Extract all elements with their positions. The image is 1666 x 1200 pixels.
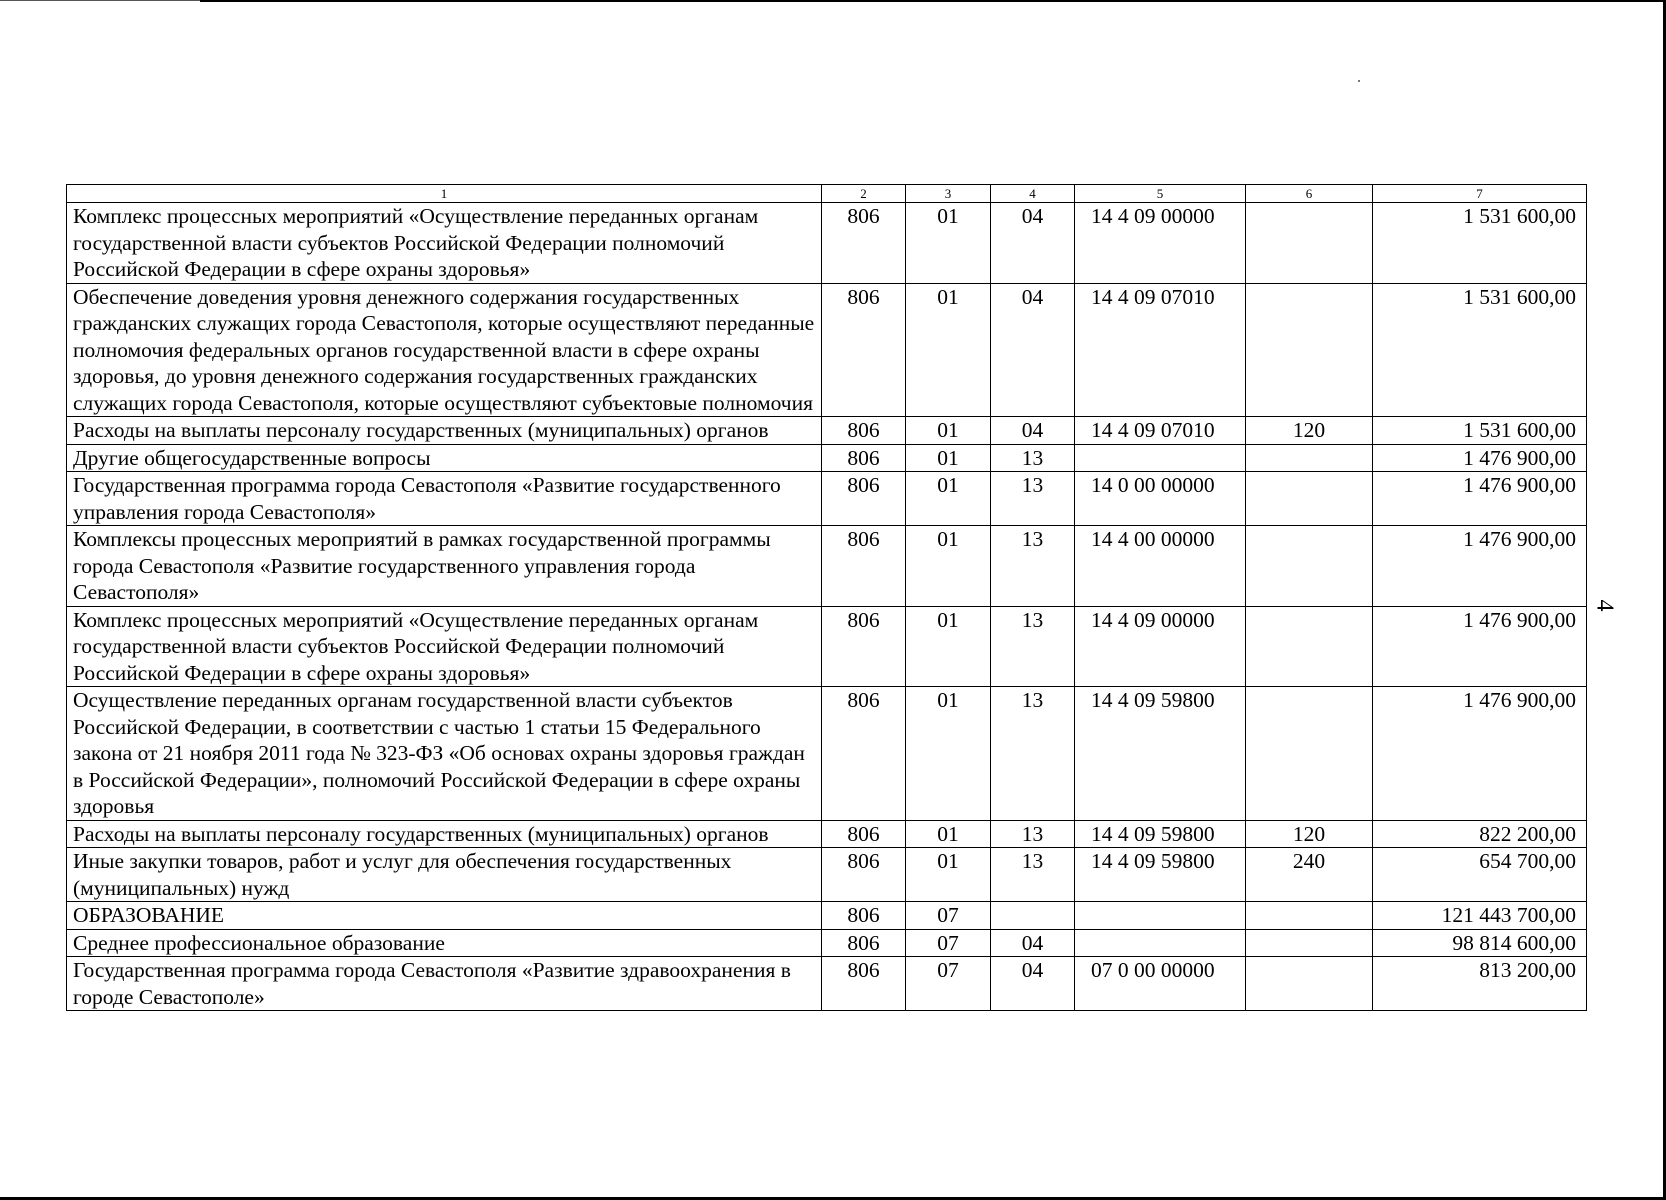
row-amount: 1 476 900,00 [1373,606,1587,687]
row-amount: 654 700,00 [1373,848,1587,902]
row-amount: 1 476 900,00 [1373,526,1587,607]
scan-edge-top-left [0,0,200,1]
row-ved-code: 806 [822,929,906,957]
row-ved-code: 806 [822,417,906,445]
row-name: Расходы на выплаты персоналу государственных (муниципальных) органов [67,820,822,848]
row-section-code: 01 [906,606,991,687]
row-subsection-code: 13 [991,606,1075,687]
row-name: Обеспечение доведения уровня денежного содержания государственных гражданских служащих города Севастополя, которые осуществляют переданные полномочия федеральных органов государственной власти в сфере охраны здоровья, до уровня денежного содержания государственных гражданских служащих города Севастополя, которые осуществляют субъектовые полномочия [67,283,822,417]
row-amount: 1 531 600,00 [1373,283,1587,417]
budget-table [66,184,1587,1011]
row-subsection-code [991,902,1075,930]
row-section-code: 01 [906,526,991,607]
row-subsection-code: 13 [991,848,1075,902]
row-ved-code: 806 [822,687,906,821]
row-subsection-code: 04 [991,283,1075,417]
row-target-article [1075,902,1246,930]
row-expense-type [1246,444,1373,472]
row-amount: 1 531 600,00 [1373,417,1587,445]
row-subsection-code: 04 [991,929,1075,957]
row-name: Иные закупки товаров, работ и услуг для обеспечения государственных (муниципальных) нужд [67,848,822,902]
row-section-code: 07 [906,929,991,957]
table-row [67,417,1587,445]
table-body [67,203,1587,1011]
header-col-3: 3 [906,185,991,203]
row-subsection-code: 04 [991,417,1075,445]
row-name: Расходы на выплаты персоналу государственных (муниципальных) органов [67,417,822,445]
row-section-code: 01 [906,820,991,848]
row-section-code: 01 [906,848,991,902]
row-section-code: 01 [906,472,991,526]
table-row [67,902,1587,930]
row-name: Другие общегосударственные вопросы [67,444,822,472]
row-target-article [1075,929,1246,957]
row-section-code: 01 [906,283,991,417]
row-name: Комплекс процессных мероприятий «Осуществление переданных органам государственной власти субъектов Российской Федерации полномочий Российской Федерации в сфере охраны здоровья» [67,606,822,687]
table-row [67,687,1587,821]
row-subsection-code: 13 [991,820,1075,848]
row-amount: 1 476 900,00 [1373,687,1587,821]
scan-speck [1358,80,1360,82]
row-section-code: 07 [906,902,991,930]
row-amount: 98 814 600,00 [1373,929,1587,957]
row-name: ОБРАЗОВАНИЕ [67,902,822,930]
page-number: 4 [1591,599,1618,612]
table-row [67,444,1587,472]
row-expense-type [1246,203,1373,284]
row-ved-code: 806 [822,283,906,417]
row-amount: 813 200,00 [1373,957,1587,1011]
row-amount: 1 476 900,00 [1373,444,1587,472]
row-expense-type [1246,929,1373,957]
row-name: Среднее профессиональное образование [67,929,822,957]
row-target-article: 14 4 09 07010 [1075,283,1246,417]
row-subsection-code: 13 [991,472,1075,526]
row-expense-type [1246,687,1373,821]
row-subsection-code: 13 [991,444,1075,472]
header-col-6: 6 [1246,185,1373,203]
header-col-1: 1 [67,185,822,203]
row-ved-code: 806 [822,820,906,848]
row-name: Государственная программа города Севастополя «Развитие государственного управления города Севастополя» [67,472,822,526]
row-amount: 822 200,00 [1373,820,1587,848]
row-expense-type [1246,283,1373,417]
table-row [67,957,1587,1011]
row-name: Государственная программа города Севастополя «Развитие здравоохранения в городе Севастополе» [67,957,822,1011]
header-col-4: 4 [991,185,1075,203]
table-header [67,185,1587,203]
row-name: Осуществление переданных органам государственной власти субъектов Российской Федерации, в соответствии с частью 1 статьи 15 Федерального закона от 21 ноября 2011 года № 323-ФЗ «Об основах охраны здоровья граждан в Российской Федерации», полномочий Российской Федерации в сфере охраны здоровья [67,687,822,821]
row-ved-code: 806 [822,526,906,607]
row-target-article: 07 0 00 00000 [1075,957,1246,1011]
row-ved-code: 806 [822,472,906,526]
table-row [67,606,1587,687]
row-amount: 1 476 900,00 [1373,472,1587,526]
row-section-code: 07 [906,957,991,1011]
row-amount: 121 443 700,00 [1373,902,1587,930]
row-expense-type [1246,957,1373,1011]
table-row [67,820,1587,848]
table-row [67,929,1587,957]
row-ved-code: 806 [822,902,906,930]
row-section-code: 01 [906,417,991,445]
row-target-article [1075,444,1246,472]
row-subsection-code: 13 [991,526,1075,607]
header-col-2: 2 [822,185,906,203]
row-target-article: 14 0 00 00000 [1075,472,1246,526]
row-ved-code: 806 [822,848,906,902]
row-expense-type: 120 [1246,820,1373,848]
row-subsection-code: 04 [991,203,1075,284]
row-name: Комплексы процессных мероприятий в рамках государственной программы города Севастополя «Развитие государственного управления города Севастополя» [67,526,822,607]
row-target-article: 14 4 00 00000 [1075,526,1246,607]
row-target-article: 14 4 09 00000 [1075,203,1246,284]
row-ved-code: 806 [822,957,906,1011]
header-col-7: 7 [1373,185,1587,203]
row-section-code: 01 [906,203,991,284]
header-row [67,185,1587,203]
row-expense-type: 120 [1246,417,1373,445]
header-col-5: 5 [1075,185,1246,203]
row-ved-code: 806 [822,203,906,284]
row-section-code: 01 [906,687,991,821]
table-row [67,203,1587,284]
scan-edge-top [200,0,1666,2]
row-target-article: 14 4 09 59800 [1075,687,1246,821]
table-row [67,283,1587,417]
row-subsection-code: 04 [991,957,1075,1011]
row-expense-type [1246,902,1373,930]
table-row [67,848,1587,902]
row-ved-code: 806 [822,606,906,687]
row-target-article: 14 4 09 59800 [1075,820,1246,848]
row-section-code: 01 [906,444,991,472]
row-target-article: 14 4 09 59800 [1075,848,1246,902]
row-expense-type [1246,472,1373,526]
table-row [67,526,1587,607]
row-ved-code: 806 [822,444,906,472]
row-name: Комплекс процессных мероприятий «Осуществление переданных органам государственной власти субъектов Российской Федерации полномочий Российской Федерации в сфере охраны здоровья» [67,203,822,284]
row-expense-type: 240 [1246,848,1373,902]
row-amount: 1 531 600,00 [1373,203,1587,284]
row-expense-type [1246,606,1373,687]
table-row [67,472,1587,526]
row-subsection-code: 13 [991,687,1075,821]
row-expense-type [1246,526,1373,607]
row-target-article: 14 4 09 00000 [1075,606,1246,687]
row-target-article: 14 4 09 07010 [1075,417,1246,445]
